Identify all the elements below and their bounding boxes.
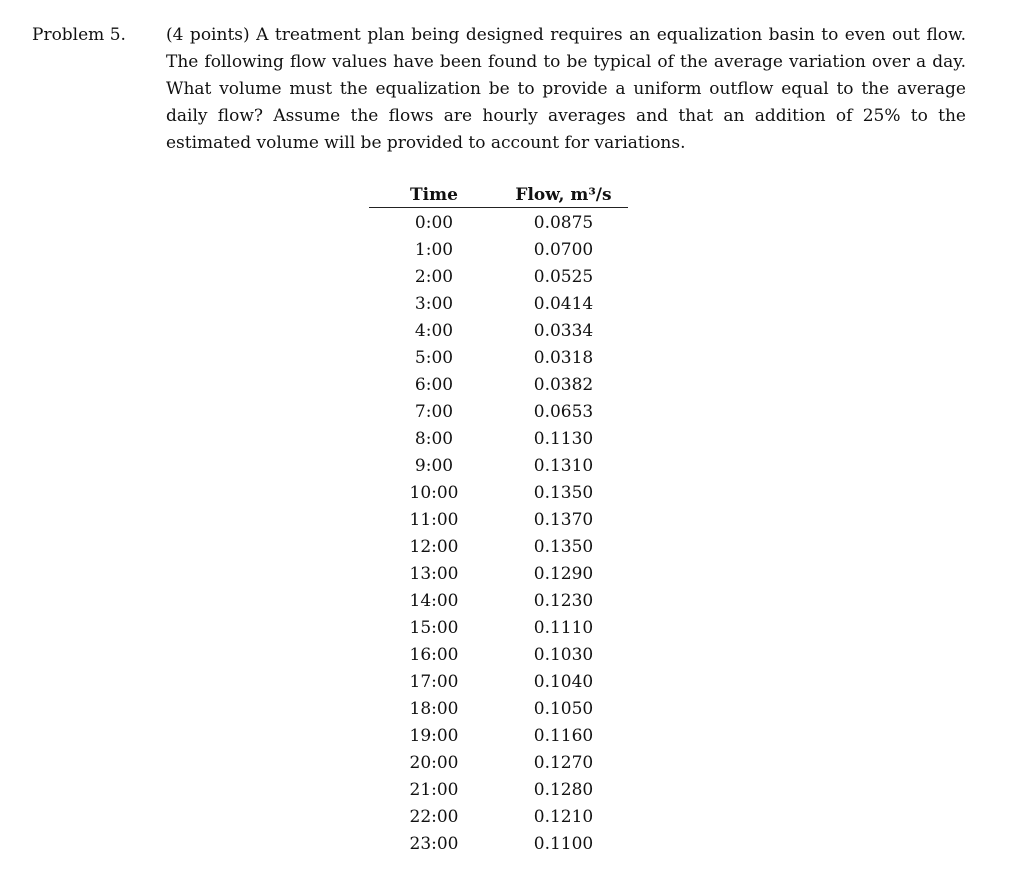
- flow-cell: 0.1040: [533, 672, 594, 692]
- table-row: [369, 534, 628, 561]
- flow-cell: 0.0875: [533, 213, 594, 233]
- time-cell: 17:00: [409, 672, 459, 692]
- time-cell: 18:00: [409, 699, 459, 719]
- table-row: [369, 399, 628, 426]
- time-cell: 16:00: [409, 645, 459, 665]
- flow-cell: 0.1230: [533, 591, 594, 611]
- time-cell: 8:00: [414, 429, 454, 449]
- flow-cell: 0.0525: [533, 267, 594, 287]
- table-row: [369, 480, 628, 507]
- flow-cell: 0.0653: [533, 402, 594, 422]
- table-row: [369, 237, 628, 264]
- problem-statement-text: (4 points) A treatment plan being designed requires an equalization basin to even out flow. The following flow values have been found to be typical of the average variation over a day. What volume must the equalization be to provide a uniform outflow equal to the average daily flow? Assume the flows are hourly averages and that an addition of 25% to the estimated volume will be provided to account for variations.: [166, 25, 966, 153]
- time-cell: 21:00: [409, 780, 459, 800]
- table-header: [369, 183, 628, 208]
- table-row: [369, 696, 628, 723]
- flow-cell: 0.1310: [533, 456, 594, 476]
- time-cell: 7:00: [414, 402, 454, 422]
- table-row: [369, 453, 628, 480]
- time-cell: 2:00: [414, 267, 454, 287]
- table-row: [369, 831, 628, 858]
- time-cell: 12:00: [409, 537, 459, 557]
- time-cell: 10:00: [409, 483, 459, 503]
- table-row: [369, 642, 628, 669]
- time-cell: 15:00: [409, 618, 459, 638]
- time-cell: 6:00: [414, 375, 454, 395]
- problem-label: Problem 5.: [32, 25, 126, 45]
- time-cell: 11:00: [409, 510, 459, 530]
- table-row: [369, 291, 628, 318]
- table-row: [369, 507, 628, 534]
- table-row: [369, 345, 628, 372]
- table-row: [369, 723, 628, 750]
- time-cell: 5:00: [414, 348, 454, 368]
- flow-cell: 0.0382: [533, 375, 594, 395]
- table-row: [369, 210, 628, 237]
- flow-table: [369, 183, 628, 858]
- flow-cell: 0.1050: [533, 699, 594, 719]
- problem-statement: [166, 22, 966, 157]
- flow-cell: 0.1270: [533, 753, 594, 773]
- table-row: [369, 669, 628, 696]
- time-cell: 3:00: [414, 294, 454, 314]
- time-cell: 20:00: [409, 753, 459, 773]
- table-row: [369, 588, 628, 615]
- table-row: [369, 561, 628, 588]
- flow-cell: 0.0414: [533, 294, 594, 314]
- table-row: [369, 372, 628, 399]
- flow-cell: 0.0700: [533, 240, 594, 260]
- time-cell: 19:00: [409, 726, 459, 746]
- flow-cell: 0.1350: [533, 483, 594, 503]
- flow-cell: 0.1030: [533, 645, 594, 665]
- table-row: [369, 318, 628, 345]
- flow-cell: 0.1280: [533, 780, 594, 800]
- time-cell: 9:00: [414, 456, 454, 476]
- table-row: [369, 750, 628, 777]
- time-cell: 13:00: [409, 564, 459, 584]
- time-cell: 1:00: [414, 240, 454, 260]
- time-cell: 4:00: [414, 321, 454, 341]
- table-row: [369, 804, 628, 831]
- time-cell: 0:00: [414, 213, 454, 233]
- time-column-header: Time: [410, 185, 458, 205]
- time-cell: 14:00: [409, 591, 459, 611]
- flow-cell: 0.1130: [533, 429, 594, 449]
- table-row: [369, 426, 628, 453]
- time-cell: 22:00: [409, 807, 459, 827]
- flow-cell: 0.1290: [533, 564, 594, 584]
- table-row: [369, 615, 628, 642]
- flow-cell: 0.1370: [533, 510, 594, 530]
- flow-cell: 0.1350: [533, 537, 594, 557]
- flow-cell: 0.1100: [533, 834, 594, 854]
- flow-column-header: Flow, m³/s: [515, 185, 612, 205]
- table-row: [369, 264, 628, 291]
- time-cell: 23:00: [409, 834, 459, 854]
- table-body: [369, 210, 628, 858]
- flow-cell: 0.0334: [533, 321, 594, 341]
- table-row: [369, 777, 628, 804]
- flow-cell: 0.1210: [533, 807, 594, 827]
- flow-cell: 0.1110: [533, 618, 594, 638]
- flow-cell: 0.1160: [533, 726, 594, 746]
- flow-cell: 0.0318: [533, 348, 594, 368]
